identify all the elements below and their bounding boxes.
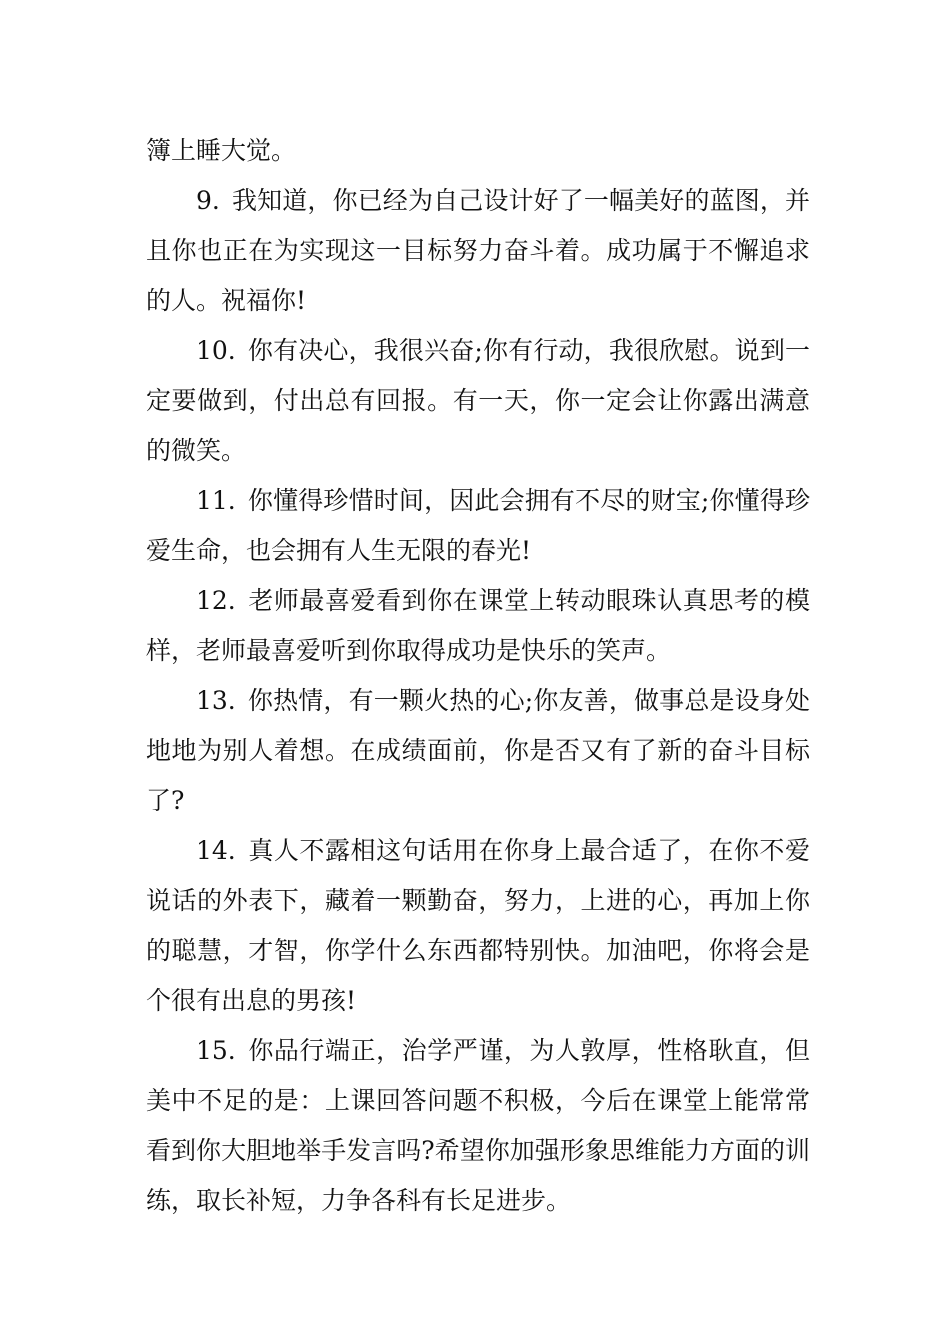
- paragraph-text: 你有决心，我很兴奋;你有行动，我很欣慰。说到一定要做到，付出总有回报。有一天，你一定会让你露出满意的微笑。: [146, 336, 810, 465]
- paragraph-number: 14.: [196, 836, 236, 865]
- paragraph-text: 你热情，有一颗火热的心;你友善，做事总是设身处地地为别人着想。在成绩面前，你是否又有了新的奋斗目标了?: [146, 686, 810, 815]
- paragraph-13: [146, 676, 810, 826]
- paragraph-number: 15.: [196, 1036, 236, 1065]
- paragraph-14: [146, 826, 810, 1026]
- paragraph-number: 12.: [196, 586, 236, 615]
- paragraph-continuation: [146, 126, 810, 176]
- paragraph-text: 簿上睡大觉。: [146, 136, 297, 165]
- paragraph-text: 我知道，你已经为自己设计好了一幅美好的蓝图，并且你也正在为实现这一目标努力奋斗着。成功属于不懈追求的人。祝福你!: [146, 186, 810, 315]
- paragraph-12: [146, 576, 810, 676]
- paragraph-number: 11.: [196, 486, 236, 515]
- paragraph-text: 真人不露相这句话用在你身上最合适了，在你不爱说话的外表下，藏着一颗勤奋，努力，上进的心，再加上你的聪慧，才智，你学什么东西都特别快。加油吧，你将会是个很有出息的男孩!: [146, 836, 810, 1015]
- paragraph-10: [146, 326, 810, 476]
- paragraph-number: 9.: [196, 186, 220, 215]
- document-body: [146, 126, 810, 1226]
- paragraph-11: [146, 476, 810, 576]
- paragraph-text: 你品行端正，治学严谨，为人敦厚，性格耿直，但美中不足的是：上课回答问题不积极，今后在课堂上能常常看到你大胆地举手发言吗?希望你加强形象思维能力方面的训练，取长补短，力争各科有长足进步。: [146, 1036, 810, 1215]
- paragraph-number: 10.: [196, 336, 236, 365]
- paragraph-15: [146, 1026, 810, 1226]
- paragraph-text: 你懂得珍惜时间，因此会拥有不尽的财宝;你懂得珍爱生命，也会拥有人生无限的春光!: [146, 486, 810, 565]
- paragraph-9: [146, 176, 810, 326]
- paragraph-text: 老师最喜爱看到你在课堂上转动眼珠认真思考的模样，老师最喜爱听到你取得成功是快乐的笑声。: [146, 586, 810, 665]
- paragraph-number: 13.: [196, 686, 236, 715]
